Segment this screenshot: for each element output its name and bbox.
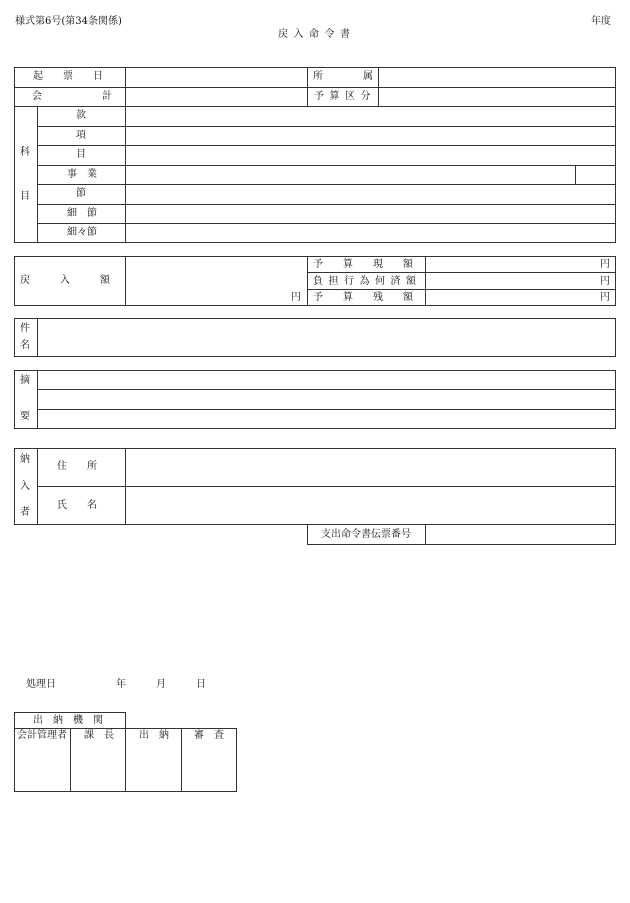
summary-line-3[interactable]	[37, 409, 616, 429]
treasury-org-label: 出 納 機 関	[33, 715, 103, 726]
affiliation-label: 所 属	[313, 71, 373, 82]
payer-label-3: 者	[20, 507, 30, 518]
subject-row-jigyou: 事 業	[67, 169, 97, 180]
payer-label-1: 納	[20, 454, 30, 465]
processing-month-label: 月	[156, 679, 166, 690]
form-number: 様式第6号(第34条関係)	[15, 16, 122, 27]
subject-label-2: 目	[20, 191, 30, 202]
accounting-field[interactable]	[125, 87, 307, 106]
budget-remaining-yen: 円	[600, 292, 610, 303]
summary-line-1[interactable]	[37, 370, 616, 389]
subject-row-saisaisetsu: 細々節	[67, 227, 97, 238]
approval-col-section-chief: 課 長	[84, 730, 114, 741]
subject-row-setsu: 節	[76, 188, 86, 199]
voucher-number-label: 支出命令書伝票番号	[321, 529, 411, 540]
commitment-label: 負担行為何済額	[313, 276, 422, 287]
processing-date-label: 処理日	[26, 679, 56, 690]
name-field[interactable]	[125, 486, 616, 525]
address-label: 住 所	[57, 461, 97, 472]
approval-col-audit: 審 査	[194, 730, 224, 741]
address-field[interactable]	[125, 448, 616, 486]
summary-label-2: 要	[20, 411, 30, 422]
payer-label-2: 入	[20, 481, 30, 492]
subject-row-saisetsu: 細 節	[67, 208, 97, 219]
approval-col-cashier: 出 納	[139, 730, 169, 741]
budget-category-label: 予算区分	[314, 91, 376, 102]
commitment-yen: 円	[600, 276, 610, 287]
draft-date-field[interactable]	[125, 67, 307, 87]
draft-date-label: 起 票 日	[33, 71, 103, 82]
name-label: 氏 名	[57, 500, 97, 511]
accounting-label: 会 計	[32, 91, 112, 102]
budget-current-yen: 円	[600, 259, 610, 270]
subject-name-label-2: 名	[20, 340, 30, 351]
refund-amount-yen: 円	[291, 292, 301, 303]
subject-row-kan: 款	[76, 110, 86, 121]
budget-current-label: 予 算 現 額	[313, 259, 413, 270]
affiliation-field[interactable]	[378, 67, 616, 87]
subject-row-kou: 項	[76, 130, 86, 141]
voucher-number-field[interactable]	[425, 524, 616, 545]
approval-seal-treasurer[interactable]	[15, 744, 70, 791]
refund-amount-field[interactable]	[125, 256, 307, 306]
refund-amount-label: 戻 入 額	[20, 275, 110, 286]
processing-day-label: 日	[196, 679, 206, 690]
budget-category-field[interactable]	[378, 87, 616, 106]
summary-line-2[interactable]	[37, 389, 616, 409]
processing-year-label: 年	[116, 679, 126, 690]
approval-seal-audit[interactable]	[182, 744, 236, 791]
fiscal-year-label: 年度	[591, 16, 611, 27]
budget-remaining-label: 予 算 残 額	[313, 292, 413, 303]
subject-name-field[interactable]	[37, 318, 616, 357]
subject-name-label-1: 件	[20, 323, 30, 334]
approval-seal-section-chief[interactable]	[71, 744, 125, 791]
approval-col-treasurer: 会計管理者	[17, 730, 67, 741]
subject-label-1: 科	[20, 147, 30, 158]
subject-row-moku: 目	[76, 149, 86, 160]
summary-label-1: 摘	[20, 375, 30, 386]
page-title: 戻入命令書	[278, 29, 356, 40]
approval-seal-cashier[interactable]	[126, 744, 181, 791]
